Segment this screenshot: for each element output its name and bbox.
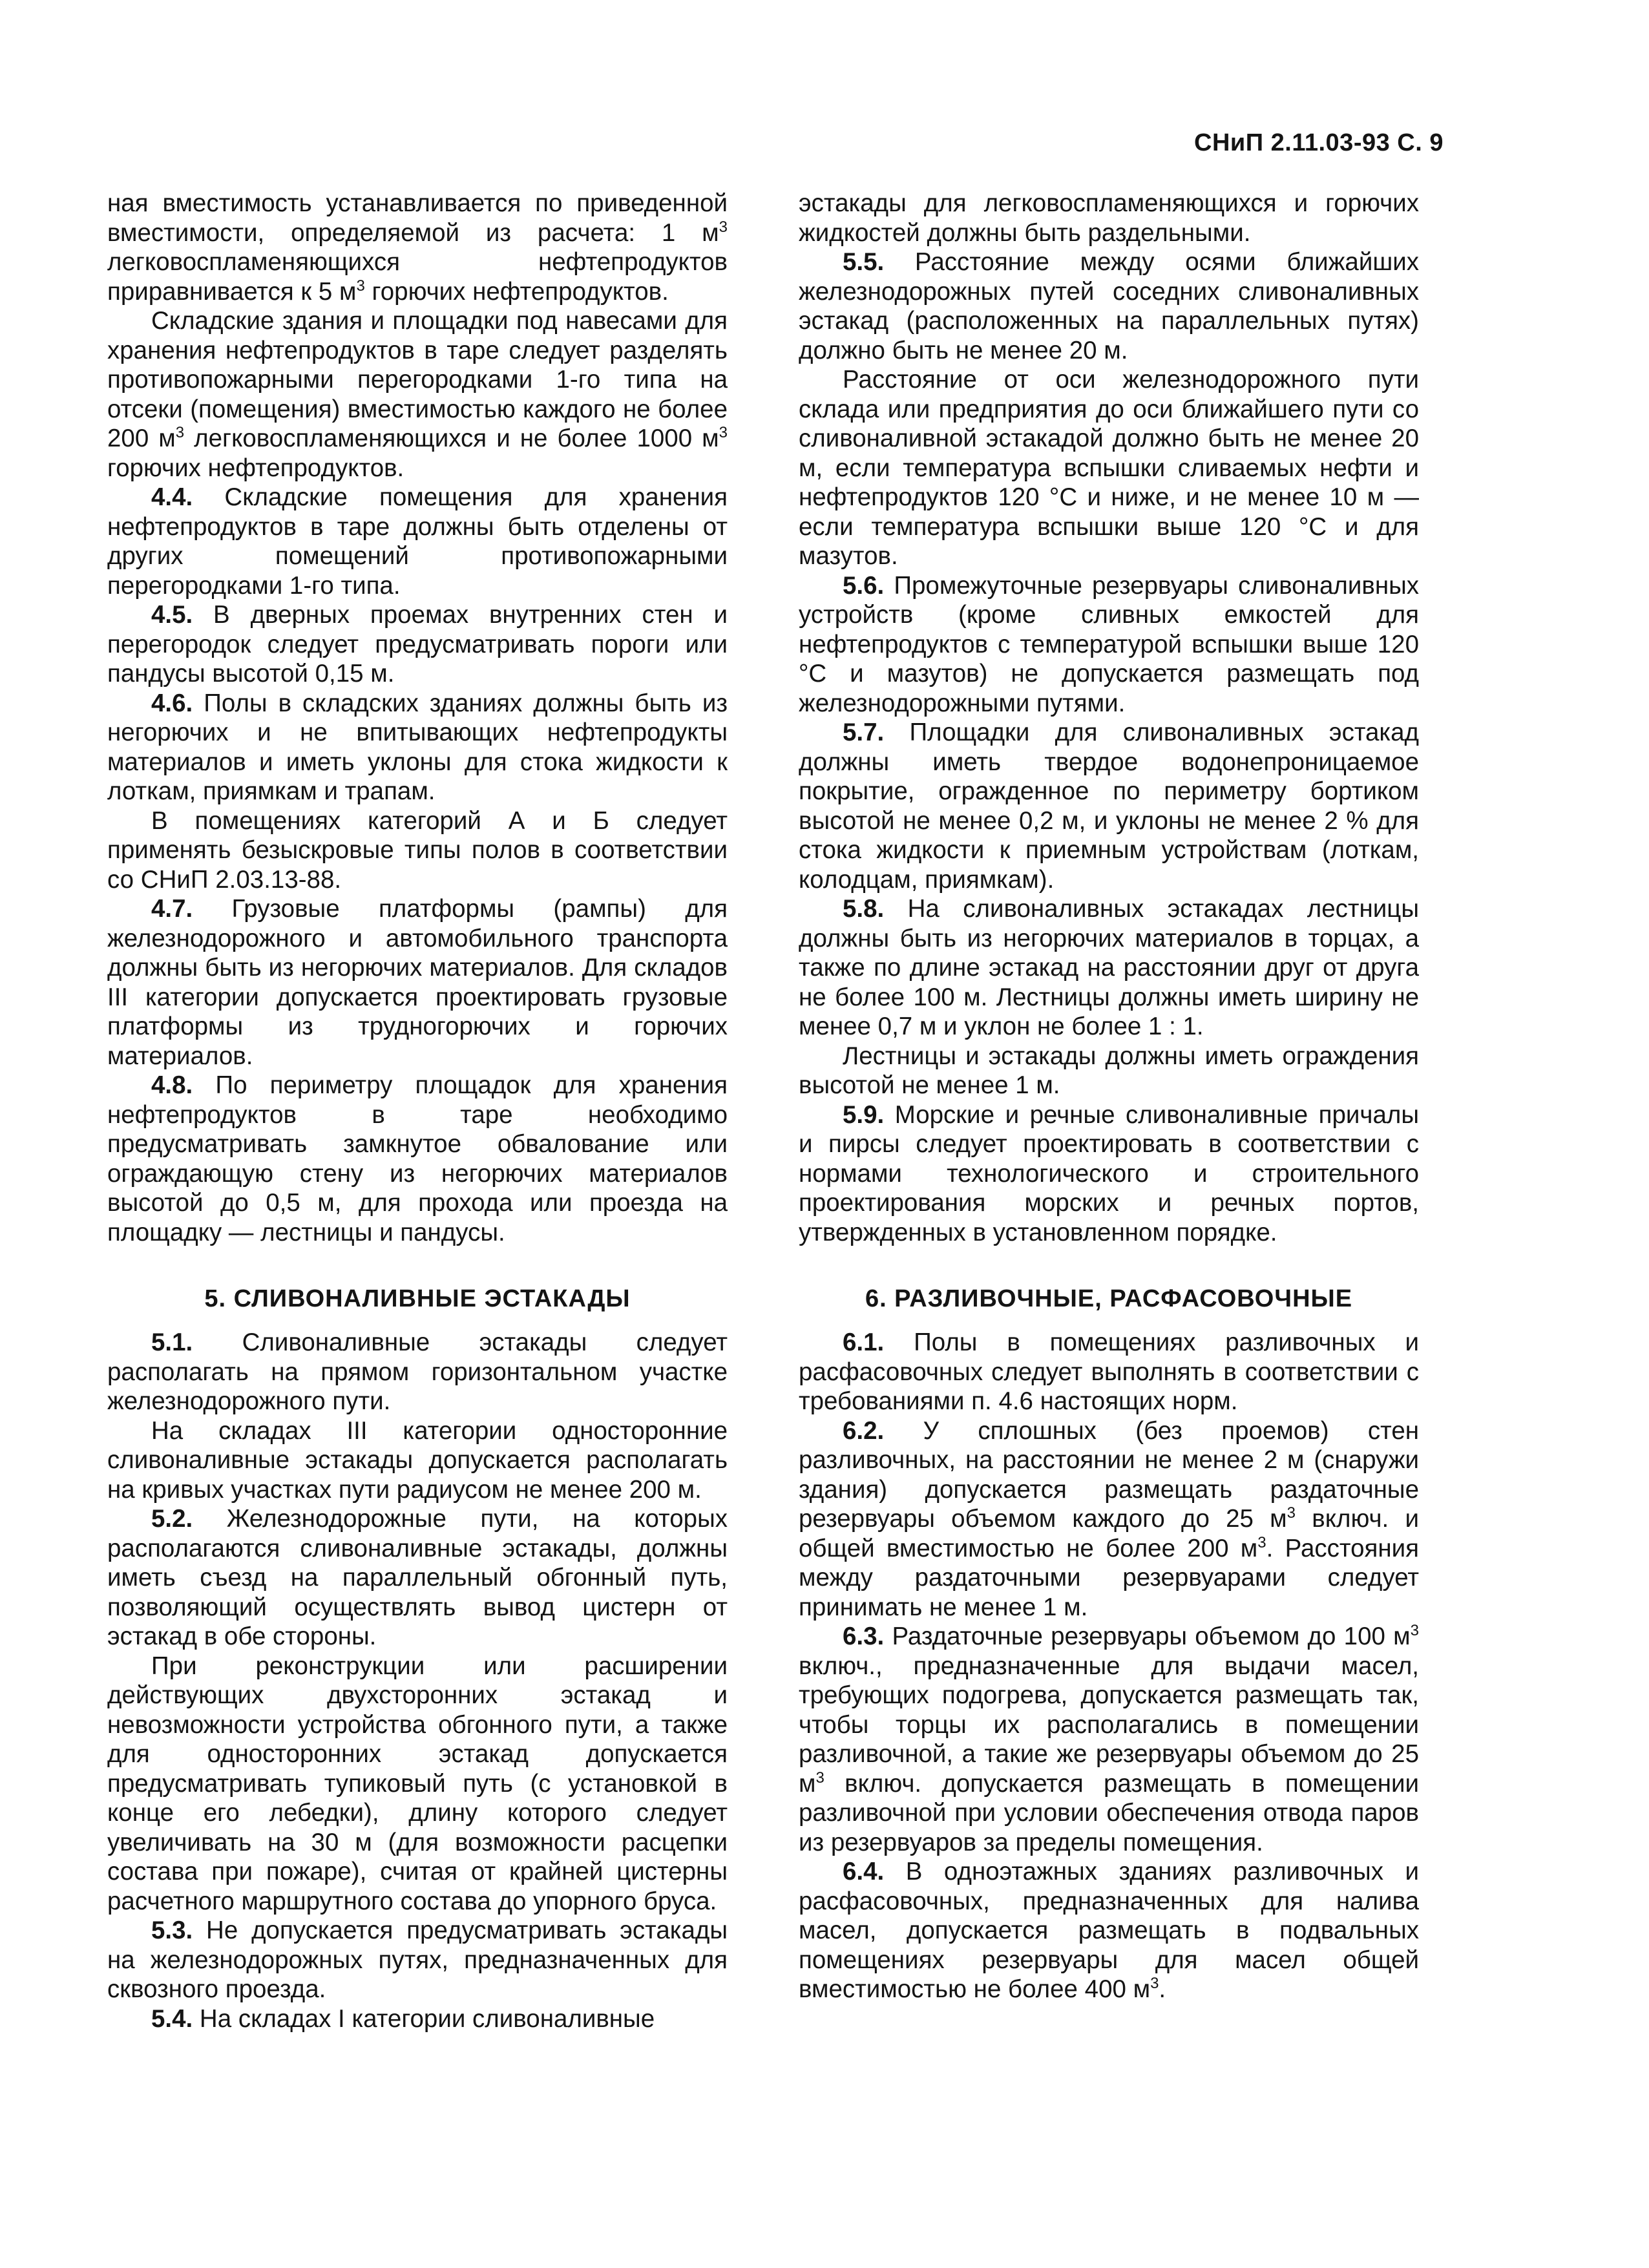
- clause-5-5: 5.5. Расстояние между осями ближайших железнодорожных путей соседних сливоналивных эстакад (расположенных на параллельных путях) должно быть не менее 20 м.: [799, 248, 1419, 364]
- clause-number: 4.4.: [151, 483, 193, 511]
- superscript: 3: [719, 218, 728, 236]
- clause-number: 5.5.: [843, 248, 885, 276]
- paragraph: эстакады для легковоспламеняющихся и горючих жидкостей должны быть раздельными.: [799, 189, 1419, 247]
- clause-5-3: 5.3. Не допускается предусматривать эстакады на железнодорожных путях, предназначенных для сквозного проезда.: [107, 1916, 728, 2003]
- clause-5-7: 5.7. Площадки для сливоналивных эстакад должны иметь твердое водонепроницаемое покрытие, огражденное по периметру бортиком высотой не менее 0,2 м, и уклоны не менее 2 % для стока жидкости к приемным устройствам (лоткам, колодцам, приямкам).: [799, 719, 1419, 894]
- clause-number: 4.8.: [151, 1071, 193, 1099]
- section-5-paragraphs: [107, 1328, 728, 2033]
- superscript: 3: [1287, 1504, 1296, 1522]
- clause-5-1: 5.1. Сливоналивные эстакады следует располагать на прямом горизонтальном участке железнодорожного пути.: [107, 1328, 728, 1415]
- clause-5-4: 5.4. На складах I категории сливоналивные: [151, 2004, 655, 2033]
- clause-5-6: 5.6. Промежуточные резервуары сливоналивных устройств (кроме сливных емкостей для нефтепродуктов с температурой вспышки выше 120 °С и мазутов) не допускается размещать под железнодорожными путями.: [799, 571, 1419, 717]
- section-5-heading: 5. СЛИВОНАЛИВНЫЕ ЭСТАКАДЫ: [204, 1285, 631, 1312]
- clause-number: 6.4.: [843, 1858, 885, 1885]
- clause-number: 4.7.: [151, 895, 193, 923]
- paragraph: При реконструкции или расширении действующих двухсторонних эстакад и невозможности устройства обгонного пути, а также для односторонних эстакад допускается предусматривать тупиковый путь (с установкой в конце его лебедки), длину которого следует увеличивать на 30 м (для возможности расцепки состава при пожаре), считая от крайней цистерны расчетного маршрутного состава до упорного бруса.: [107, 1652, 728, 1915]
- clause-number: 5.2.: [151, 1505, 193, 1533]
- paragraph: Лестницы и эстакады должны иметь ограждения высотой не менее 1 м.: [799, 1042, 1419, 1099]
- paragraph: Складские здания и площадки под навесами для хранения нефтепродуктов в таре следует разделять противопожарными перегородками 1-го типа на отсеки (помещения) вместимостью каждого не более 200 $м^3$ легковоспламеняющихся и не более 1000 $м^3$ горючих нефтепродуктов.: [107, 307, 728, 482]
- right-paragraphs: [799, 189, 1419, 1247]
- clause-number: 5.9.: [843, 1100, 885, 1129]
- clause-number: 5.8.: [843, 895, 885, 923]
- clause-4-4: 4.4. Складские помещения для хранения нефтепродуктов в таре должны быть отделены от других помещений противопожарными перегородками 1-го типа.: [107, 483, 728, 600]
- clause-4-6: 4.6. Полы в складских зданиях должны быть из негорючих и не впитывающих нефтепродукты материалов и иметь уклоны для стока жидкости к лоткам, приямкам и трапам.: [107, 689, 728, 805]
- superscript: 3: [356, 277, 365, 295]
- clause-number: 5.4.: [151, 2004, 193, 2033]
- clause-number: 6.2.: [843, 1416, 885, 1445]
- clause-5-8: 5.8. На сливоналивных эстакадах лестницы должны быть из негорючих материалов в торцах, а также по длине эстакад на расстоянии друг от друга не более 100 м. Лестницы должны иметь ширину не менее 0,7 м и уклон не более 1 : 1.: [799, 895, 1419, 1040]
- superscript: 3: [1410, 1622, 1419, 1639]
- section-6-paragraphs: [799, 1328, 1419, 2004]
- superscript: 3: [815, 1769, 824, 1787]
- left-paragraphs: [107, 189, 728, 1247]
- paragraph: ная вместимость устанавливается по приведенной вместимости, определяемой из расчета: 1 $м^3$ легковоспламеняющихся нефтепродуктов приравнивается к 5 $м^3$ горючих нефтепродуктов.: [107, 189, 728, 306]
- clause-number: 5.7.: [843, 719, 885, 746]
- clause-6-4: 6.4. В одноэтажных зданиях разливочных и расфасовочных, предназначенных для налива масел, допускается размещать в подвальных помещениях резервуары для масел общей вместимостью не более 400 $м^3$.: [799, 1858, 1419, 2003]
- clause-6-3: 6.3. Раздаточные резервуары объемом до 100 $м^3$ включ., предназначенные для выдачи масел, требующих подогрева, допускается размещать так, чтобы торцы их располагались в помещении разливочной, а такие же резервуары объемом до 25 $м^3$ включ. допускается размещать в помещении разливочной при условии обеспечения отвода паров из резервуаров за пределы помещения.: [799, 1622, 1419, 1856]
- clause-5-9: 5.9. Морские и речные сливоналивные причалы и пирсы следует проектировать в соответствии с нормами технологического и строительного проектирования морских и речных портов, утвержденных в установленном порядке.: [799, 1100, 1419, 1246]
- superscript: 3: [719, 424, 728, 441]
- clause-4-7: 4.7. Грузовые платформы (рампы) для железнодорожного и автомобильного транспорта должны быть из негорючих материалов. Для складов III категории допускается проектировать грузовые платформы из трудногорючих и горючих материалов.: [107, 895, 728, 1070]
- clause-number: 6.1.: [843, 1328, 885, 1356]
- paragraph: На складах III категории односторонние сливоналивные эстакады допускается располагать на кривых участках пути радиусом не менее 200 м.: [107, 1416, 728, 1504]
- clause-4-5: 4.5. В дверных проемах внутренних стен и перегородок следует предусматривать пороги или пандусы высотой 0,15 м.: [107, 601, 728, 688]
- section-6-heading: 6. РАЗЛИВОЧНЫЕ, РАСФАСОВОЧНЫЕ: [865, 1285, 1353, 1312]
- clause-number: 5.1.: [151, 1328, 193, 1356]
- clause-number: 5.3.: [151, 1916, 193, 1944]
- clause-number: 6.3.: [843, 1622, 885, 1650]
- clause-6-2: 6.2. У сплошных (без проемов) стен разливочных, на расстоянии не менее 2 м (снаружи здания) допускается размещать раздаточные резервуары объемом каждого до 25 $м^3$ включ. и общей вместимостью не более 200 $м^3$. Расстояния между раздаточными резервуарами следует принимать не менее 1 м.: [799, 1416, 1419, 1621]
- clause-number: 5.6.: [843, 571, 885, 600]
- left-column: [107, 189, 728, 2033]
- clause-number: 4.5.: [151, 601, 193, 629]
- superscript: 3: [1257, 1533, 1266, 1551]
- running-title: СНиП 2.11.03-93 С. 9: [1194, 129, 1444, 156]
- paragraph: Расстояние от оси железнодорожного пути склада или предприятия до оси ближайшего пути со сливоналивной эстакадой должно быть не менее 20 м, если температура вспышки сливаемых нефти и нефтепродуктов 120 °С и ниже, и не менее 10 м — если температура вспышки выше 120 °С и для мазутов.: [799, 366, 1419, 570]
- clause-6-1: 6.1. Полы в помещениях разливочных и расфасовочных следует выполнять в соответствии с требованиями п. 4.6 настоящих норм.: [799, 1328, 1419, 1415]
- paragraph: В помещениях категорий А и Б следует применять безыскровые типы полов в соответствии со СНиП 2.03.13-88.: [107, 806, 728, 894]
- clause-4-8: 4.8. По периметру площадок для хранения нефтепродуктов в таре необходимо предусматривать замкнутое обвалование или ограждающую стену из негорючих материалов высотой до 0,5 м, для прохода или проезда на площадку — лестницы и пандусы.: [107, 1071, 728, 1246]
- clause-number: 4.6.: [151, 689, 193, 717]
- superscript: 3: [175, 424, 185, 441]
- right-column: [799, 189, 1419, 2004]
- clause-5-2: 5.2. Железнодорожные пути, на которых располагаются сливоналивные эстакады, должны иметь съезд на параллельный обгонный путь, позволяющий осуществлять вывод цистерн от эстакад в обе стороны.: [107, 1505, 728, 1650]
- superscript: 3: [1150, 1975, 1159, 1992]
